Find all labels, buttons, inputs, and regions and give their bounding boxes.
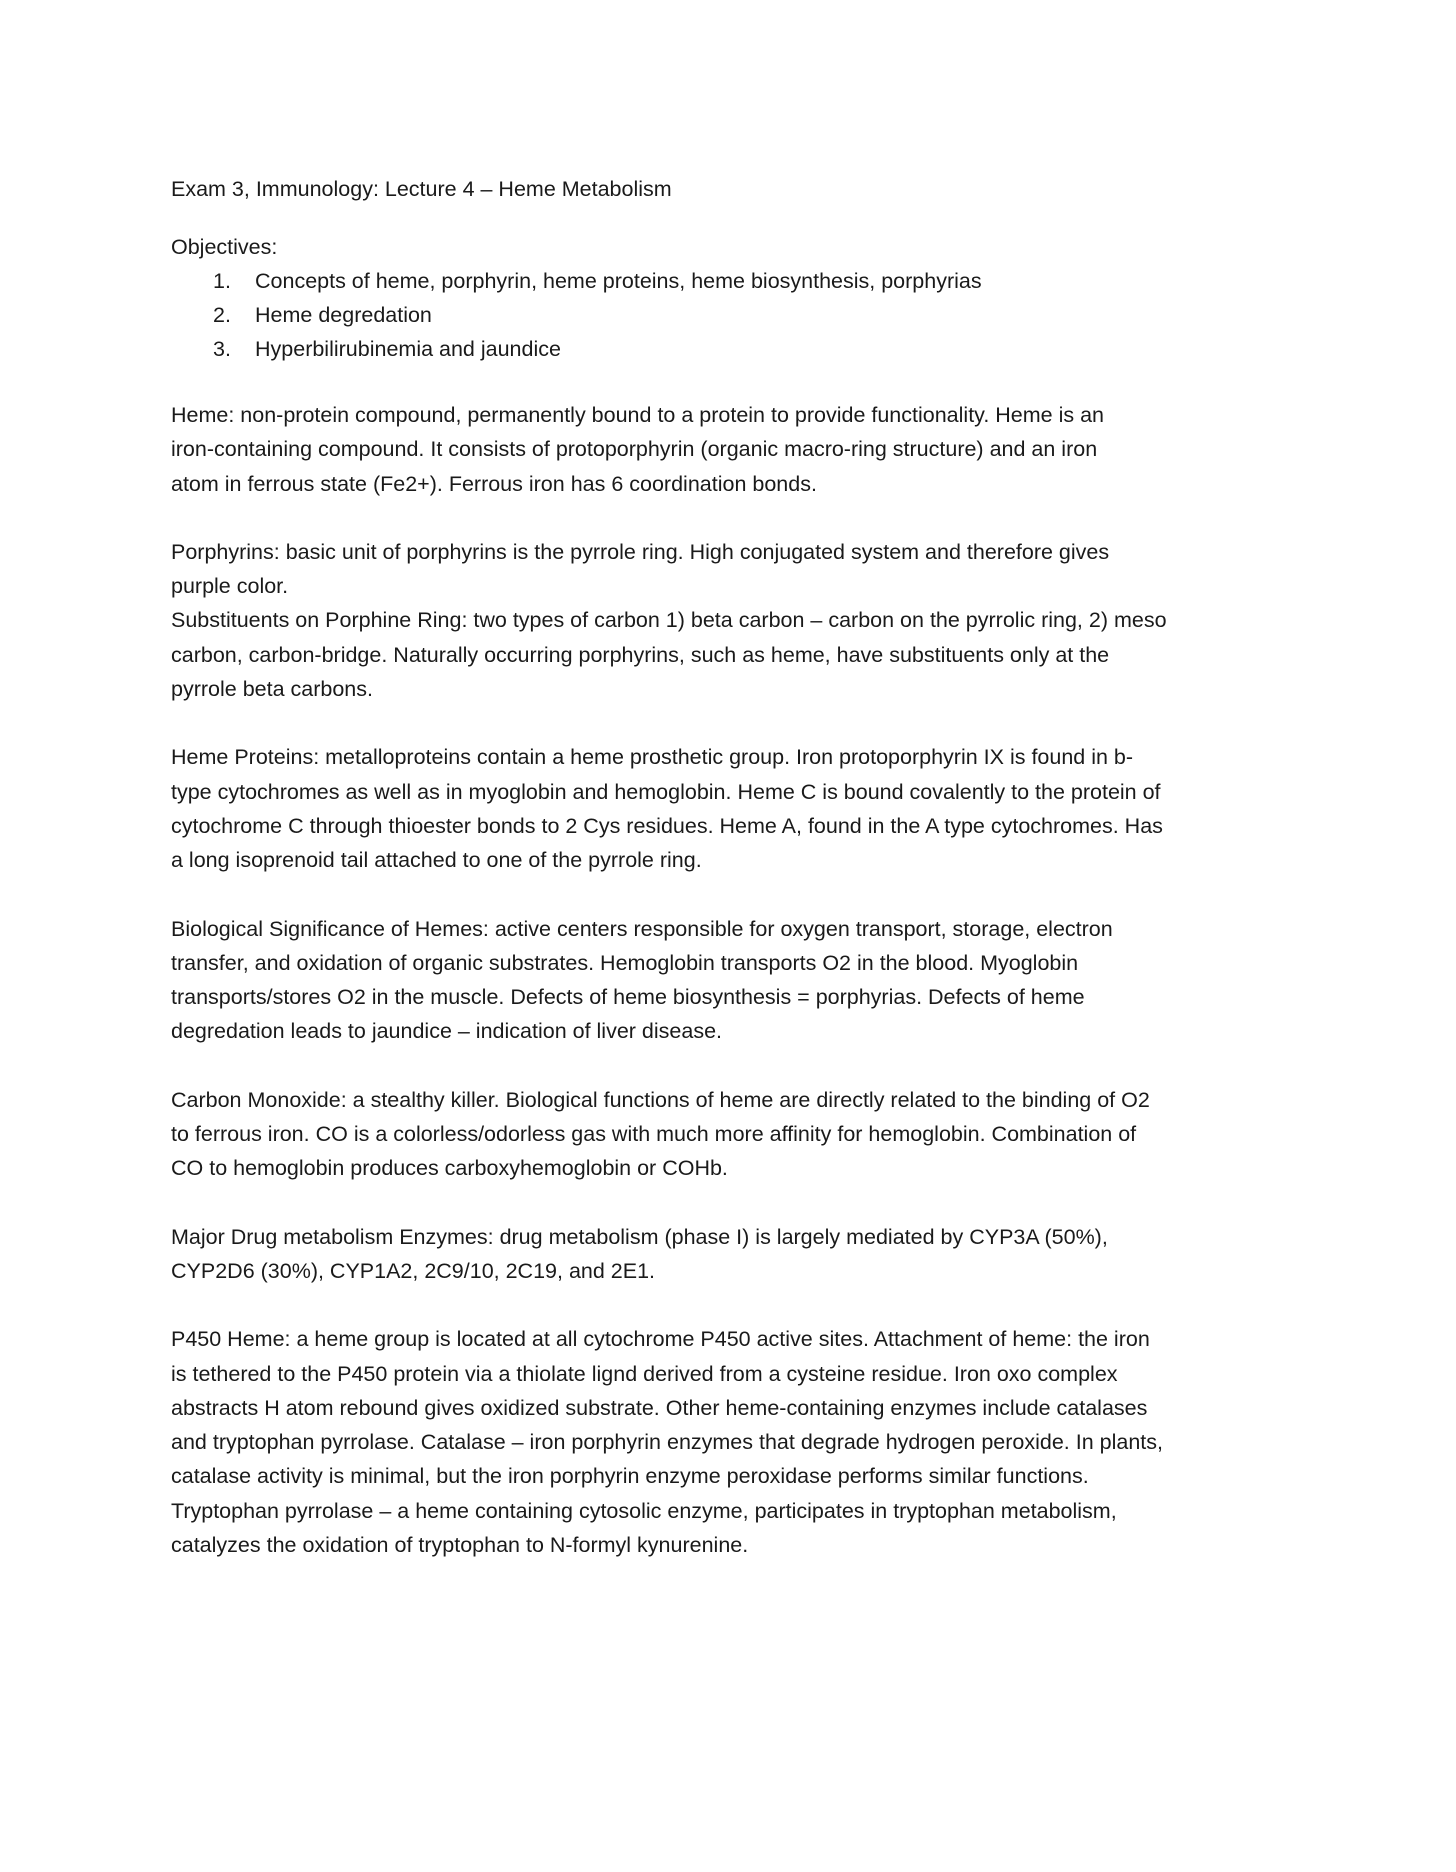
paragraph-line: CO to hemoglobin produces carboxyhemoglobin or COHb. — [171, 1156, 728, 1181]
carbon-monoxide-paragraph — [171, 1083, 1291, 1186]
paragraph-line: Porphyrins: basic unit of porphyrins is the pyrrole ring. High conjugated system and therefore gives — [171, 539, 1110, 564]
objective-number: 3. — [213, 337, 231, 361]
objectives-heading: Objectives: — [171, 235, 278, 259]
heme-paragraph — [171, 398, 1291, 501]
document-title: Exam 3, Immunology: Lecture 4 – Heme Metabolism — [171, 177, 672, 201]
substituents-paragraph — [171, 603, 1291, 706]
paragraph-line: degredation leads to jaundice – indication of liver disease. — [171, 1019, 723, 1044]
paragraph-line: transports/stores O2 in the muscle. Defects of heme biosynthesis = porphyrias. Defects of heme — [171, 985, 1085, 1010]
paragraph-line: atom in ferrous state (Fe2+). Ferrous iron has 6 coordination bonds. — [171, 471, 817, 496]
objectives-list — [171, 264, 1291, 366]
paragraph-line: catalase activity is minimal, but the iron porphyrin enzyme peroxidase performs similar functions. — [171, 1464, 1089, 1489]
paragraph-line: Heme Proteins: metalloproteins contain a heme prosthetic group. Iron protoporphyrin IX is found in b- — [171, 745, 1134, 770]
biological-significance-paragraph — [171, 912, 1291, 1049]
paragraph-line: Tryptophan pyrrolase – a heme containing cytosolic enzyme, participates in tryptophan metabolism, — [171, 1498, 1117, 1523]
paragraph-line: Carbon Monoxide: a stealthy killer. Biological functions of heme are directly related to the binding of O2 — [171, 1087, 1150, 1112]
paragraph-line: purple color. — [171, 574, 289, 599]
paragraph-line: CYP2D6 (30%), CYP1A2, 2C9/10, 2C19, and 2E1. — [171, 1258, 656, 1283]
paragraph-line: and tryptophan pyrrolase. Catalase – iron porphyrin enzymes that degrade hydrogen peroxide. In plants, — [171, 1430, 1163, 1455]
paragraph-line: pyrrole beta carbons. — [171, 677, 373, 702]
objective-number: 1. — [213, 269, 231, 293]
objective-text: Heme degredation — [255, 303, 432, 327]
drug-metabolism-paragraph — [171, 1220, 1291, 1289]
paragraph-line: carbon, carbon-bridge. Naturally occurring porphyrins, such as heme, have substituents only at the — [171, 642, 1110, 667]
objective-item — [171, 298, 1291, 332]
document-page — [171, 172, 1291, 1596]
paragraph-line: iron-containing compound. It consists of protoporphyrin (organic macro-ring structure) and an iron — [171, 437, 1098, 462]
paragraph-line: abstracts H atom rebound gives oxidized substrate. Other heme-containing enzymes include catalases — [171, 1395, 1148, 1420]
porphyrins-paragraph — [171, 535, 1291, 604]
paragraph-line: a long isoprenoid tail attached to one of the pyrrole ring. — [171, 848, 702, 873]
p450-heme-paragraph — [171, 1322, 1291, 1562]
paragraph-line: Major Drug metabolism Enzymes: drug metabolism (phase I) is largely mediated by CYP3A (50%), — [171, 1224, 1108, 1249]
paragraph-line: cytochrome C through thioester bonds to 2 Cys residues. Heme A, found in the A type cytochromes. Has — [171, 813, 1163, 838]
paragraph-line: Substituents on Porphine Ring: two types of carbon 1) beta carbon – carbon on the pyrrolic ring, 2) meso — [171, 608, 1167, 633]
paragraph-line: P450 Heme: a heme group is located at all cytochrome P450 active sites. Attachment of heme: the iron — [171, 1327, 1150, 1352]
paragraph-line: catalyzes the oxidation of tryptophan to N-formyl kynurenine. — [171, 1533, 749, 1558]
heme-proteins-paragraph — [171, 740, 1291, 877]
paragraph-line: transfer, and oxidation of organic substrates. Hemoglobin transports O2 in the blood. Myoglobin — [171, 950, 1079, 975]
objective-text: Hyperbilirubinemia and jaundice — [255, 337, 561, 361]
paragraph-line: is tethered to the P450 protein via a thiolate lignd derived from a cysteine residue. Iron oxo complex — [171, 1361, 1118, 1386]
paragraph-line: type cytochromes as well as in myoglobin and hemoglobin. Heme C is bound covalently to the protein of — [171, 779, 1161, 804]
paragraph-line: to ferrous iron. CO is a colorless/odorless gas with much more affinity for hemoglobin. Combination of — [171, 1122, 1137, 1147]
objective-number: 2. — [213, 303, 231, 327]
paragraph-line: Biological Significance of Hemes: active centers responsible for oxygen transport, storage, electron — [171, 916, 1113, 941]
objective-item — [171, 264, 1291, 298]
objective-text: Concepts of heme, porphyrin, heme proteins, heme biosynthesis, porphyrias — [255, 269, 982, 293]
paragraph-line: Heme: non-protein compound, permanently bound to a protein to provide functionality. Heme is an — [171, 403, 1105, 427]
objective-item — [171, 332, 1291, 366]
